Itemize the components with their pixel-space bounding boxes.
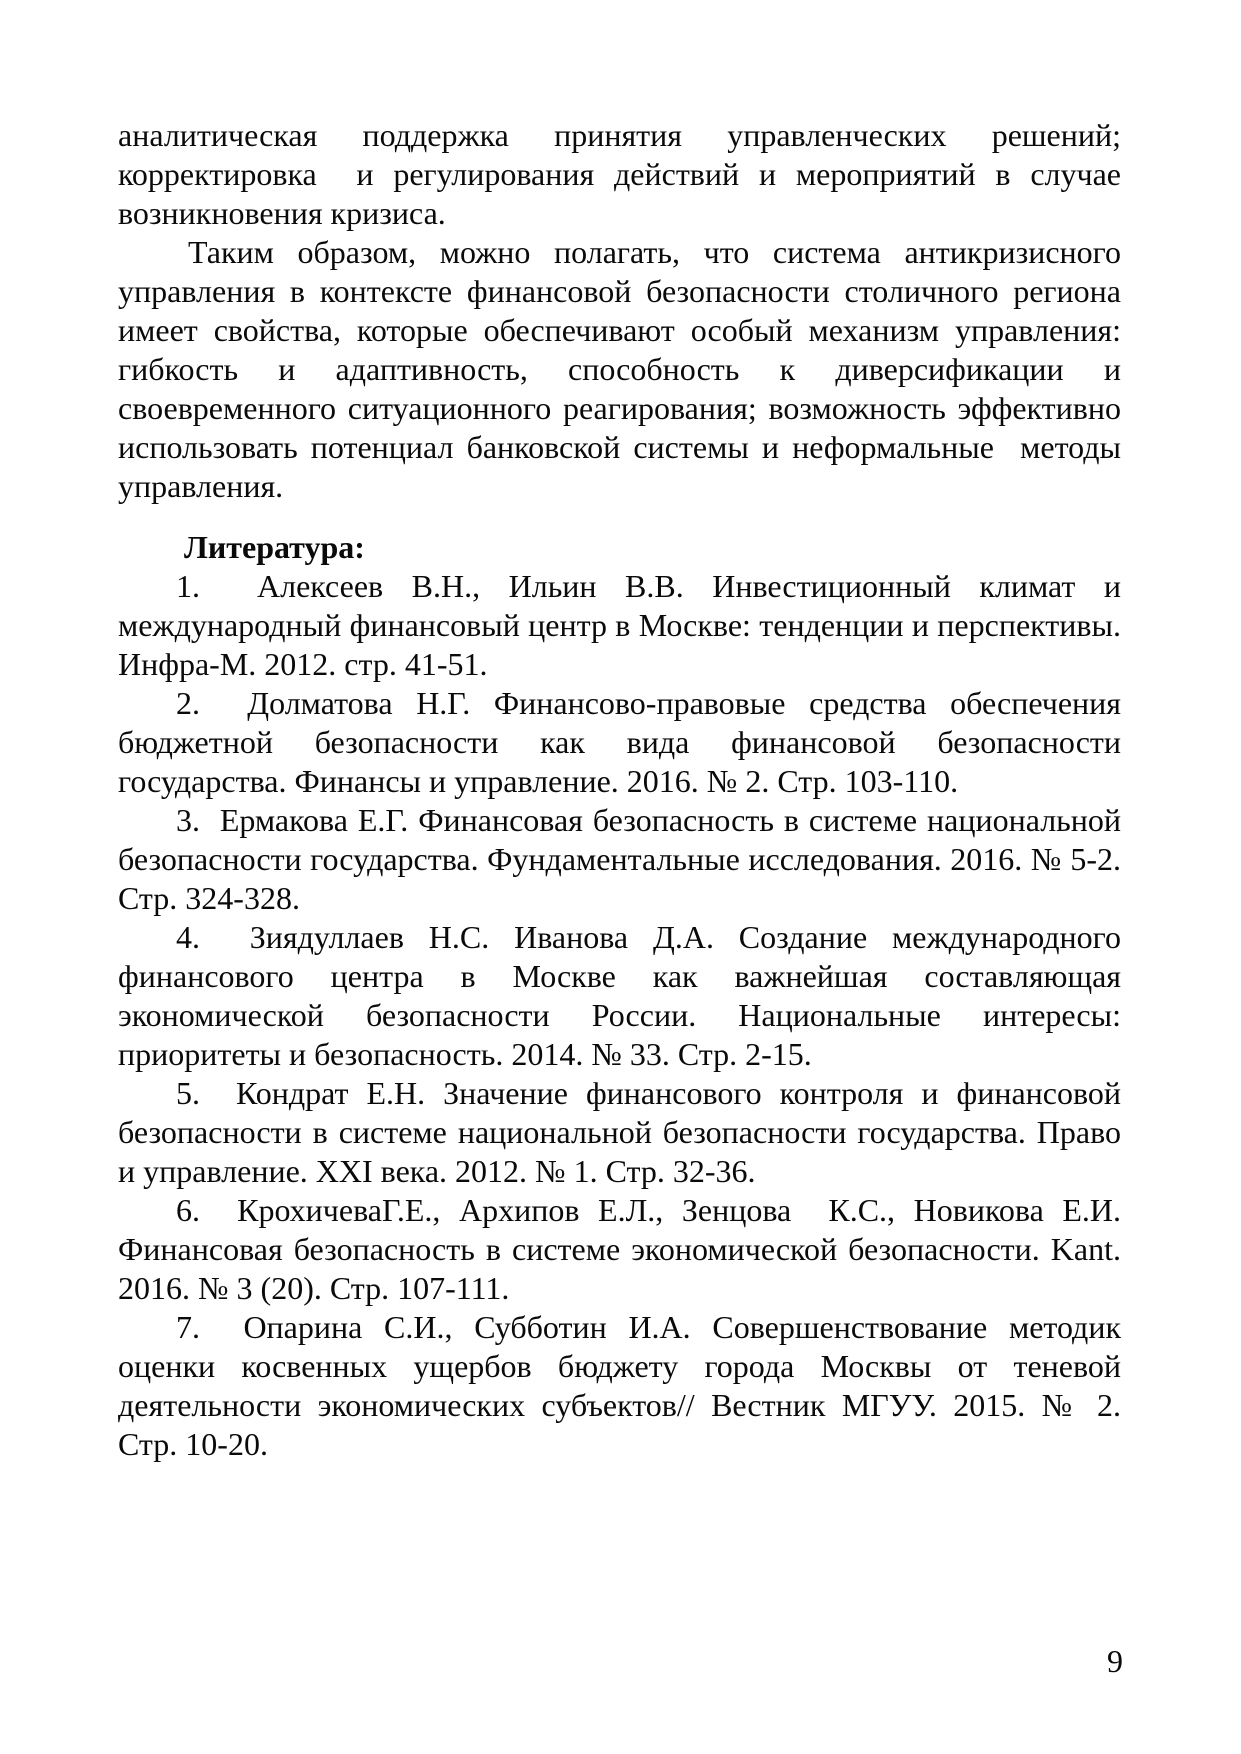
reference-item-2: 2. Долматова Н.Г. Финансово-правовые средства обеспечения бюджетной безопасности как вида финансовой безопасности государства. Финансы и управление. 2016. № 2. Стр. 103-110.: [118, 685, 1121, 799]
page-number: 9: [1107, 1643, 1123, 1679]
body-paragraph-continuation: аналитическая поддержка принятия управленческих решений; корректировка и регулирования действий и мероприятий в случае возникновения кризиса.: [118, 117, 1121, 231]
reference-item-6: 6. КрохичеваГ.Е., Архипов Е.Л., Зенцова К.С., Новикова Е.И. Финансовая безопасность в системе экономической безопасности. Kant. 2016. № 3 (20). Стр. 107-111.: [118, 1192, 1121, 1306]
reference-item-3: 3. Ермакова Е.Г. Финансовая безопасность в системе национальной безопасности государства. Фундаментальные исследования. 2016. № 5-2. Стр. 324-328.: [118, 802, 1121, 916]
body-paragraph: Таким образом, можно полагать, что система антикризисного управления в контексте финансовой безопасности столичного региона имеет свойства, которые обеспечивают особый механизм управления: гибкость и адаптивность, способность к диверсификации и своевременного ситуационного реагирования; возможность эффективно использовать потенциал банковской системы и неформальные методы управления.: [118, 234, 1121, 504]
literature-heading: Литература:: [184, 529, 365, 565]
text-block: [118, 116, 1121, 1464]
reference-item-1: 1. Алексеев В.Н., Ильин В.В. Инвестиционный климат и международный финансовый центр в Москве: тенденции и перспективы. Инфра-М. 2012. стр. 41-51.: [118, 568, 1121, 682]
reference-item-5: 5. Кондрат Е.Н. Значение финансового контроля и финансовой безопасности в системе национальной безопасности государства. Право и управление. XXI века. 2012. № 1. Стр. 32-36.: [118, 1075, 1121, 1189]
reference-item-7: 7. Опарина С.И., Субботин И.А. Совершенствование методик оценки косвенных ущербов бюджету города Москвы от теневой деятельности экономических субъектов// Вестник МГУУ. 2015. № 2. Стр. 10-20.: [118, 1309, 1121, 1462]
reference-item-4: 4. Зиядуллаев Н.С. Иванова Д.А. Создание международного финансового центра в Москве как важнейшая составляющая экономической безопасности России. Национальные интересы: приоритеты и безопасность. 2014. № 33. Стр. 2-15.: [118, 919, 1121, 1072]
